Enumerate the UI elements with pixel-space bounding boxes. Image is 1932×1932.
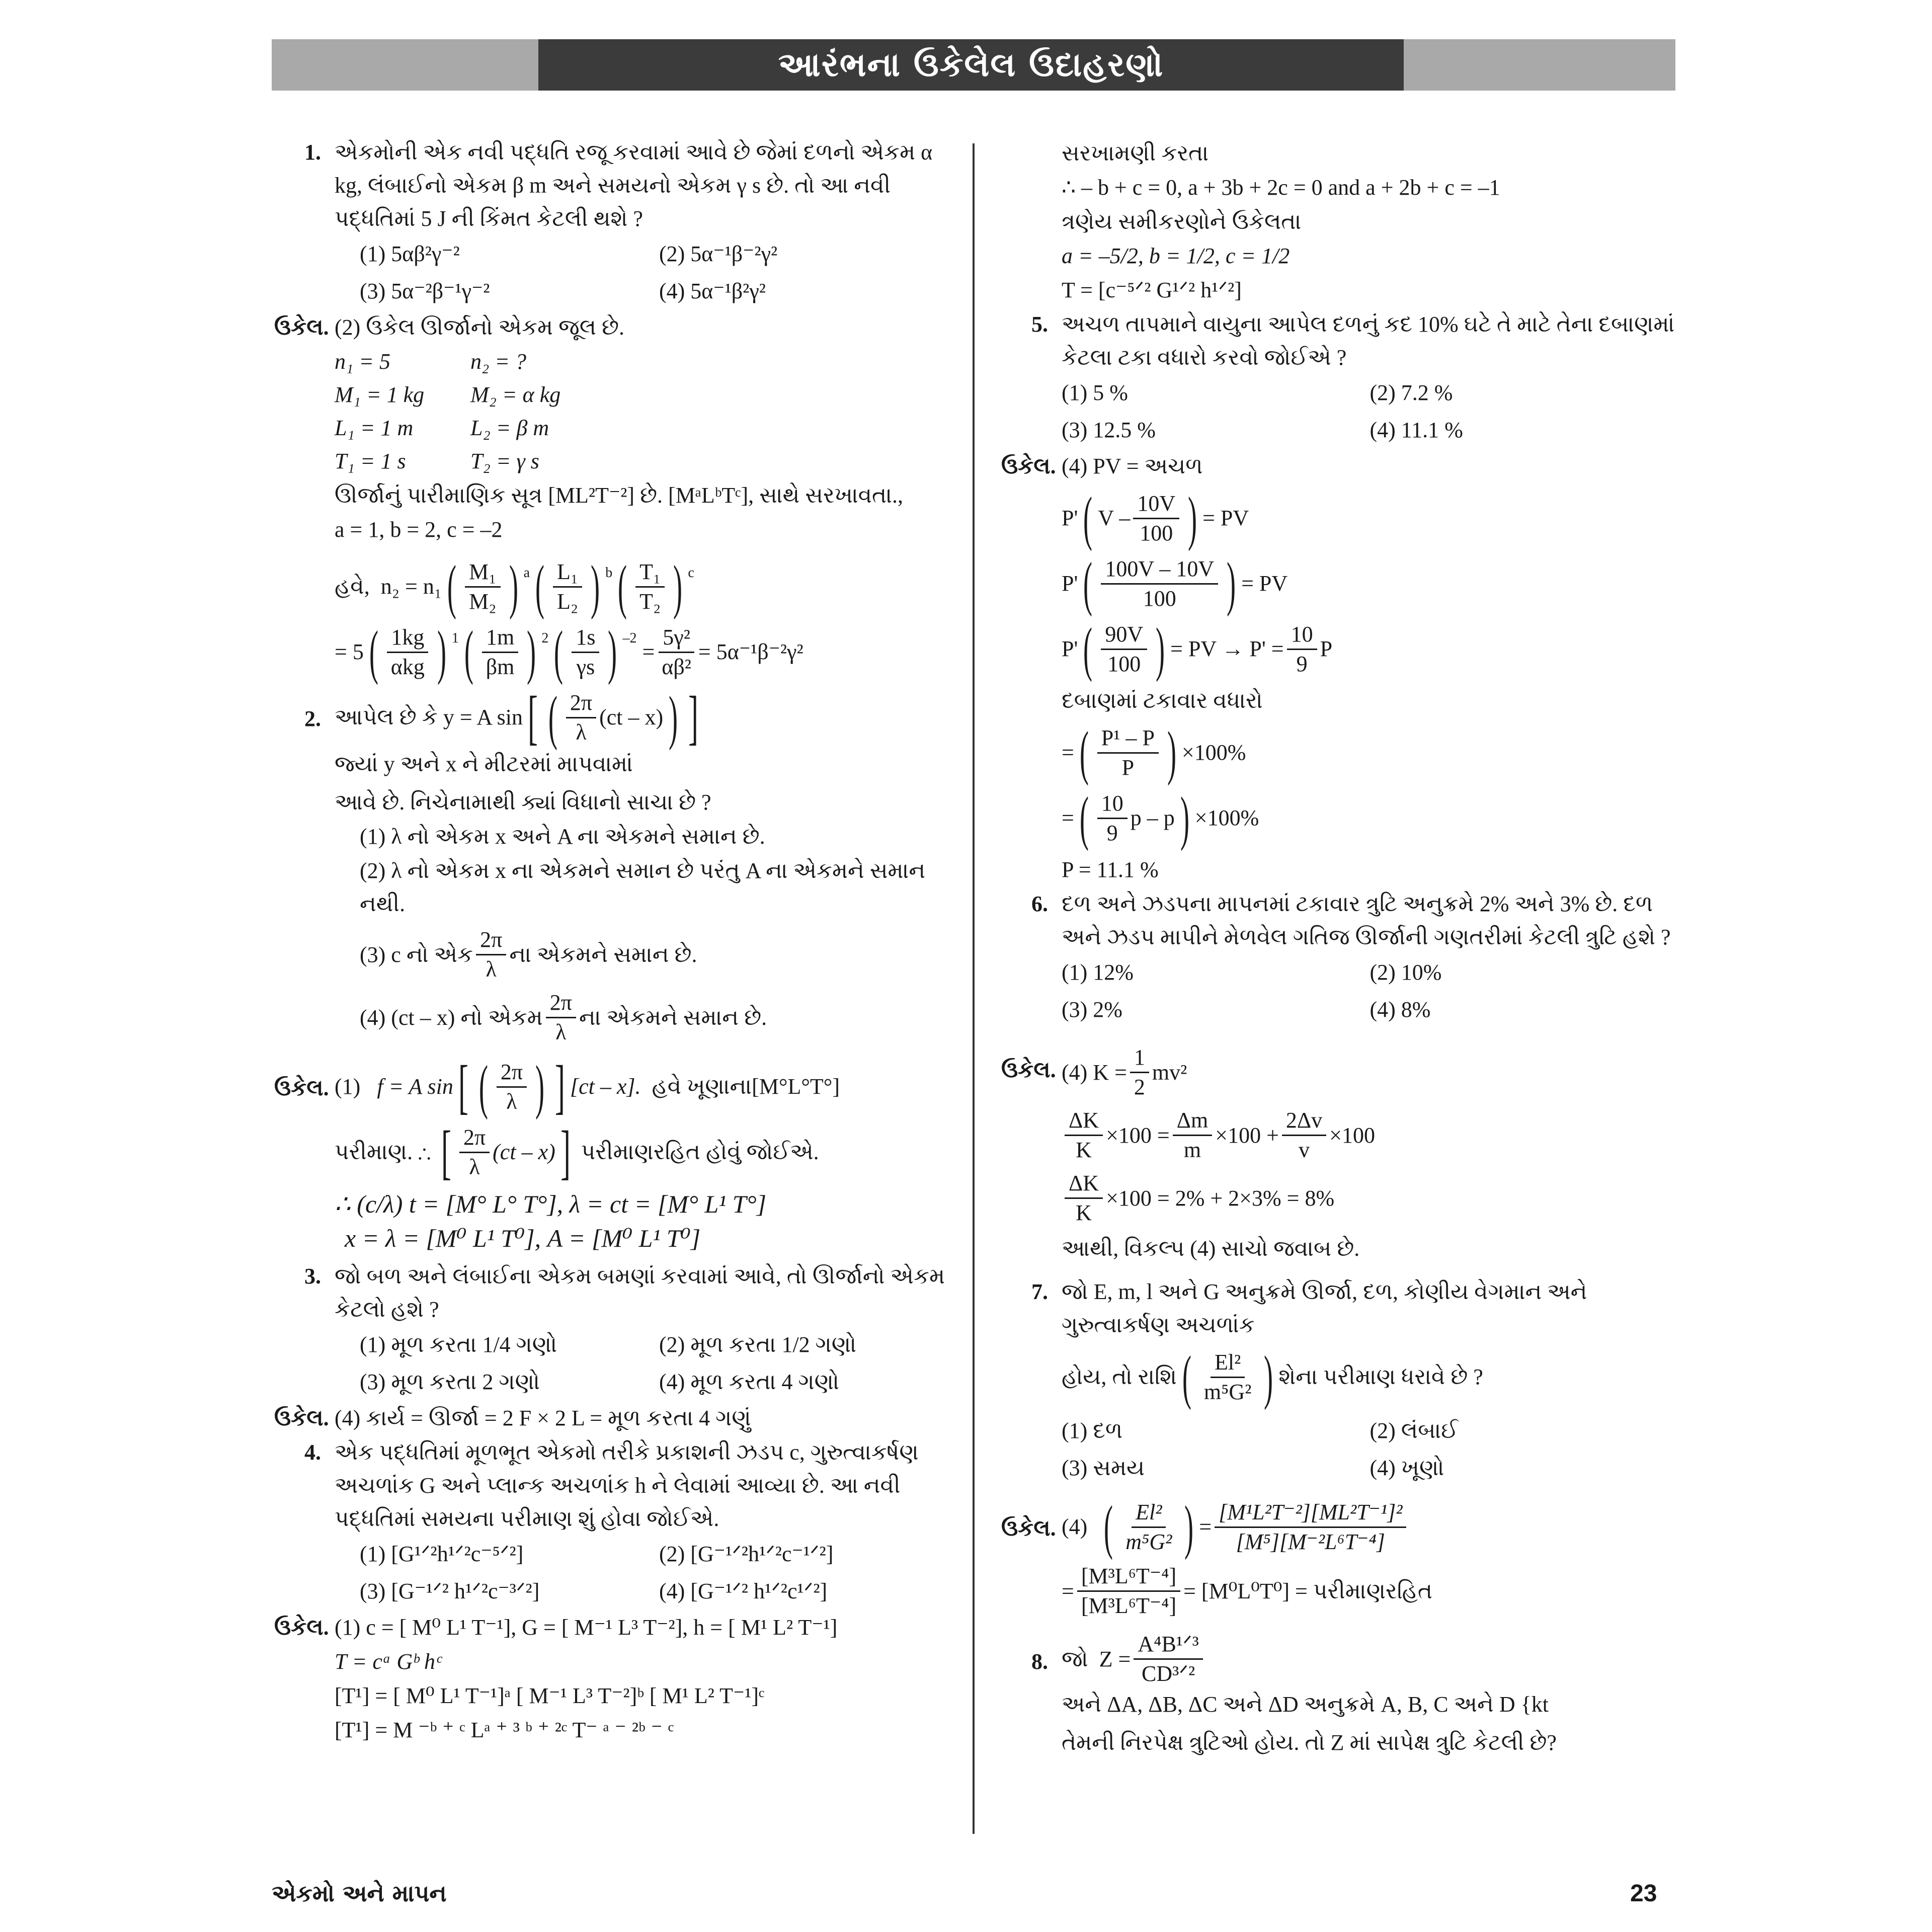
solution-3: ઉકેલ. (4) કાર્ય = ઊર્જા = 2 F × 2 L = મૂળ કરતા 4 ગણું [274,1406,751,1430]
options-q3: (1) મૂળ કરતા 1/4 ગણો (2) મૂળ કરતા 1/2 ગણો (3) મૂળ કરતા 2 ગણો (4) મૂળ કરતા 4 ગણો [360,1332,857,1394]
question-2: 2. આપેલ છે કે y = A sin [ ( $\frac{2\pi}{\lambda}$ (ct – x) ) ] જ્યાં y અને x ને મીટરમાં માપવામાં આવે છે. નિચેનામાથી ક્યાં વિધાનો સાચા છે ? [304,684,711,815]
page-number: 23 [1630,1880,1657,1907]
solution-1: ઉકેલ. (2) ઉકેલ ઊર્જાનો એકમ જૂલ છે. n₁ = 5 n₂ = ? M₁ = 1 kg M₂ = α kg L₁ = 1 m L₂ = β m T₁ = 1 s T₂ = γ s ઊર્જાનું પારીમાણિક સૂત્ર [ML²T⁻²] છે. [MᵃLᵇTᶜ], સાથે સરખાવતા., a = 1, b = 2, c = –2 હવે, n₂ = n₁ ( $\frac{\text{M₁}}{\text{M₂}}$ ) $^a$ ( $\frac{\text{L₁}}{\text{L₂}}$ ) $^b$ ( $\frac{\text{T₁}}{\text{T₂}}$ ) $^c$ = 5 ( $\frac{1kg}{\text{αkg}}$ ) $^1$ ( $\frac{1m}{\beta m}$ ) $^2$ ( $\frac{1s}{\gamma s}$ ) $^{-2}$ = $\frac{\text{5γ²}}{\text{αβ²}}$ = 5α⁻¹β⁻²γ² [274,311,958,682]
right-column [1001,136,1678,1760]
chapter-name: એકમો અને માપન [272,1880,447,1907]
options-q5: (1) 5 % (2) 7.2 % (3) 12.5 % (4) 11.1 % [1062,380,1463,442]
option: (2) 5α⁻¹β⁻²γ² [659,242,778,266]
question-7: 7. જો E, m, l અને G અનુક્રમે ઊર્જા, દળ, કોણીય વેગમાન અને ગુરુત્વાકર્ષણ અચળાંક હોય, તો રાશિ ( $\frac{\text{El²}}{\text{m⁵G²}}$ ) શેના પરીમાણ ધરાવે છે ? [1031,1279,1587,1410]
question-4: 4. એક પદ્ધતિમાં મૂળભૂત એકમો તરીકે પ્રકાશની ઝડપ c, ગુરુત્વાકર્ષણ અચળાંક G અને પ્લાન્ક અચળાંક h ને લેવામાં આવ્યા છે. આ નવી પદ્ધતિમાં સમયના પરીમાણ શું હોવા જોઈએ. [304,1440,919,1531]
left-column [274,136,958,1748]
solution-6: ઉકેલ. (4) K = $\frac{1}{2}$ mv² $\frac{\Delta K}{K}$ ×100 = $\frac{\Delta m}{m}$ ×100 + $\frac{2\Delta v}{v}$ ×100 $\frac{\Delta K}{K}$ ×100 = 2% + 2×3% = 8% આથી, વિકલ્પ (4) સાચો જવાબ છે. [1001,1043,1678,1265]
question-1: 1. એકમોની એક નવી પદ્ધતિ રજૂ કરવામાં આવે છે જેમાં દળનો એકમ α kg, લંબાઈનો એકમ β m અને સમયનો એકમ γ s છે. તો આ નવી પદ્ધતિમાં 5 J ની કિંમત કેટલી થશે ? [274,136,958,235]
options-q4: (1) [G¹ᐟ²h¹ᐟ²c⁻⁵ᐟ²] (2) [G⁻¹ᐟ²h¹ᐟ²c⁻¹ᐟ²] (3) [G⁻¹ᐟ² h¹ᐟ²c⁻³ᐟ²] (4) [G⁻¹ᐟ² h¹ᐟ²c¹ᐟ²] [360,1542,834,1603]
solution-label: ઉકેલ. [274,315,329,340]
solution-4-cont: સરખામણી કરતા ∴ – b + c = 0, a + 3b + 2c = 0 and a + 2b + c = –1 ત્રણેય સમીકરણોને ઉકેલતા a = –5/2, b = 1/2, c = 1/2 T = [c⁻⁵ᐟ² G¹ᐟ² h¹ᐟ²] [1062,141,1500,302]
question-6: 6. દળ અને ઝડપના માપનમાં ટકાવાર ત્રુટિ અનુક્રમે 2% અને 3% છે. દળ અને ઝડપ માપીને મેળવેલ ગતિજ ઊર્જાની ગણતરીમાં કેટલી ત્રુટિ હશે ? [1031,892,1671,949]
solution-7: ઉકેલ. (4) ( $\frac{\text{El²}}{\text{m⁵G²}}$ ) = $\frac{\text{[M¹L²T⁻²][ML²T⁻¹]²}}{\text{[M⁵][M⁻²L⁶T⁻⁴]}}$ = $\frac{\text{[M³L⁶T⁻⁴]}}{\text{[M³L⁶T⁻⁴]}}$ = [M⁰L⁰T⁰] = પરીમાણરહિત [1001,1493,1433,1618]
question-text: એકમોની એક નવી પદ્ધતિ રજૂ કરવામાં આવે છે જેમાં દળનો એકમ α kg, લંબાઈનો એકમ β m અને સમયનો એકમ γ s છે. તો આ નવી પદ્ધતિમાં 5 J ની કિંમત કેટલી થશે ? [335,140,933,231]
question-8: 8. જો Z = $\frac{\text{A⁴B¹ᐟ³}}{\text{CD³ᐟ²}}$ અને ΔA, ΔB, ΔC અને ΔD અનુક્રમે A, B, C અને D {kt તેમની નિરપેક્ષ ત્રુટિઓ હોય. તો Z માં સાપેક્ષ ત્રુટિ કેટલી છે? [1001,1630,1678,1759]
formula-result: = 5 ( $\frac{1kg}{\text{αkg}}$ ) $^1$ ( $\frac{1m}{\beta m}$ ) $^2$ ( $\frac{1s}{\gamma s}$ ) $^{-2}$ = $\frac{\text{5γ²}}{\text{αβ²}}$ = 5α⁻¹β⁻²γ² [335,618,803,685]
solution-4: ઉકેલ. (1) c = [ M⁰ L¹ T⁻¹], G = [ M⁻¹ L³ T⁻²], h = [ M¹ L² T⁻¹] T = cᵃ Gᵇ hᶜ [T¹] = [ M⁰ L¹ T⁻¹]ᵃ [ M⁻¹ L³ T⁻²]ᵇ [ M¹ L² T⁻¹]ᶜ [T¹] = M ⁻ᵇ ⁺ ᶜ Lᵃ ⁺ ³ ᵇ ⁺ ²ᶜ T⁻ ᵃ ⁻ ²ᵇ ⁻ ᶜ [274,1615,838,1742]
options-q2: (1) λ નો એકમ x અને A ના એકમને સમાન છે. (2) λ નો એકમ x ના એકમને સમાન છે પરંતુ A ના એકમને સમાન નથી. (3) c નો એક $\frac{2\pi}{\lambda}$ ના એકમને સમાન છે. (4) (ct – x) નો એકમ $\frac{2\pi}{\lambda}$ ના એકમને સમાન છે. [360,824,926,1044]
question-3: 3. જો બળ અને લંબાઈના એકમ બમણાં કરવામાં આવે, તો ઊર્જાનો એકમ કેટલો હશે ? [304,1264,945,1322]
option: (3) 5α⁻²β⁻¹γ⁻² [360,279,490,303]
solution-2: ઉકેલ. (1) f = A sin [ ( $\frac{2\pi}{\lambda}$ ) ] [ct – x]. હવે ખૂણાના[M°L°T°] પરીમાણ. ∴ [ $\frac{2\pi}{\lambda}$ (ct – x) ] પરીમાણરહિત હોવું જોઈએ. ∴ (c/λ) t = [M° L° T°], λ = ct = [M° L¹ T°] x = λ = [M⁰ L¹ T⁰], A = [M⁰ L¹ T⁰] [274,1053,840,1252]
options-q6: (1) 12% (2) 10% (3) 2% (4) 8% [1062,960,1442,1022]
option: (4) 5α⁻¹β²γ² [659,279,766,303]
given-values: n₁ = 5 n₂ = ? M₁ = 1 kg M₂ = α kg L₁ = 1 m L₂ = β m T₁ = 1 s T₂ = γ s [335,349,561,473]
option: (1) 5αβ²γ⁻² [360,242,460,266]
solution-5: ઉકેલ. (4) PV = અચળ P' ( V – $\frac{10V}{100}$ ) = PV P' ( $\frac{100V - 10V}{100}$ ) = PV P' ( $\frac{90V}{100}$ ) = PV → P' = $\frac{10}{9}$ P દબાણમાં ટકાવાર વધારો = ( $\frac{\text{P¹ – P}}{P}$ ) ×100% = ( $\frac{10}{9}$ p – p ) ×100% P = 11.1 % [1001,454,1333,882]
options-q7: (1) દળ (2) લંબાઈ (3) સમય (4) ખૂણો [1062,1418,1459,1480]
formula-n2: હવે, n₂ = n₁ ( $\frac{\text{M₁}}{\text{M₂}}$ ) $^a$ ( $\frac{\text{L₁}}{\text{L₂}}$ ) $^b$ ( $\frac{\text{T₁}}{\text{T₂}}$ ) $^c$ [335,553,694,620]
question-5: 5. અચળ તાપમાને વાયુના આપેલ દળનું કદ 10% ઘટે તે માટે તેના દબાણમાં કેટલા ટકા વધારો કરવો જોઈએ ? [1031,312,1675,370]
options-q1 [360,235,958,310]
page-title: આરંભના ઉકેલેલ ઉદાહરણો [538,39,1404,91]
column-divider [973,143,975,1834]
